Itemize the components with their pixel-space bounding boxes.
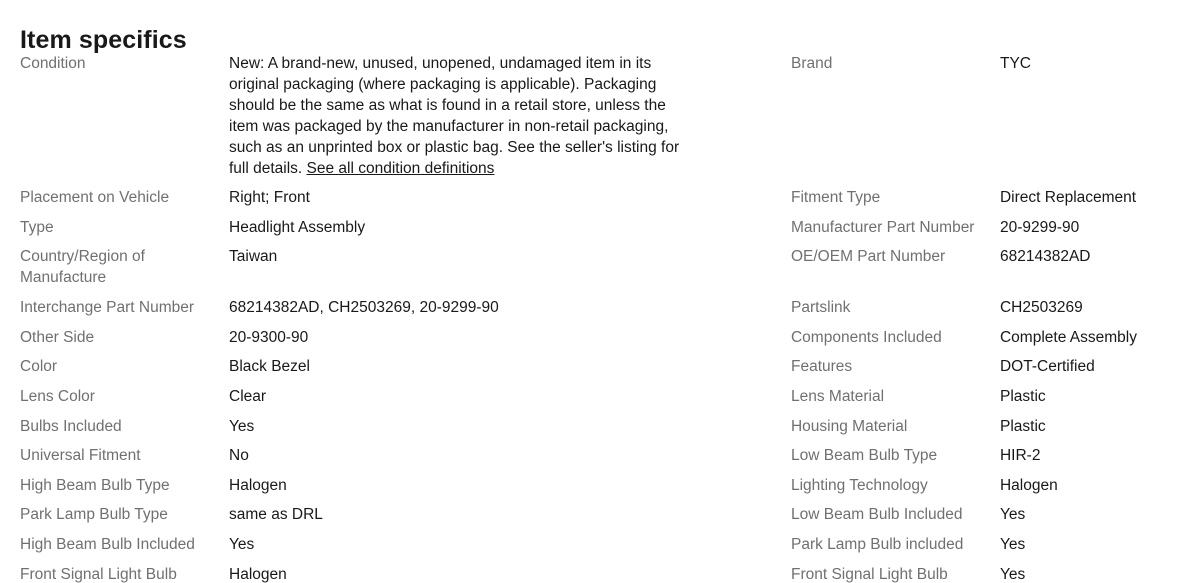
spec-row — [20, 504, 1170, 534]
spec-value: Right; Front — [229, 189, 310, 206]
spec-row — [20, 445, 1170, 475]
spec-label: Front Signal Light Bulb — [790, 565, 948, 583]
condition-definitions-link[interactable]: See all condition definitions — [306, 160, 495, 177]
spec-pair — [791, 217, 1170, 238]
spec-value: Complete Assembly — [999, 328, 1137, 346]
spec-label: Components Included — [790, 328, 942, 346]
condition-label: Condition — [20, 55, 86, 72]
spec-label: Type — [20, 218, 54, 236]
spec-value: Yes — [999, 535, 1026, 553]
spec-value: Taiwan — [229, 248, 278, 266]
spec-row — [20, 416, 1170, 446]
spec-row — [20, 187, 1170, 217]
spec-pair — [20, 564, 791, 583]
spec-label: Placement on Vehicle — [20, 189, 170, 206]
spec-label: Fitment Type — [790, 189, 881, 206]
spec-label: Lens Material — [790, 387, 885, 405]
spec-pair — [20, 445, 791, 466]
spec-pair — [791, 187, 1170, 208]
spec-pair — [20, 327, 791, 348]
spec-value: Plastic — [999, 387, 1046, 405]
spec-pair — [791, 386, 1170, 407]
spec-label: Bulbs Included — [20, 417, 122, 435]
spec-pair — [791, 445, 1170, 466]
spec-value: No — [229, 447, 249, 465]
spec-pair-brand — [791, 53, 1170, 74]
spec-pair — [20, 246, 791, 288]
spec-pair — [791, 475, 1170, 496]
spec-pair — [791, 297, 1170, 318]
spec-pair — [791, 504, 1170, 525]
spec-label: Interchange Part Number — [20, 299, 195, 317]
spec-pair — [20, 356, 791, 377]
spec-value: Direct Replacement — [999, 189, 1137, 206]
spec-label: Housing Material — [790, 417, 908, 435]
spec-pair — [791, 534, 1170, 555]
spec-value: CH2503269 — [999, 299, 1083, 317]
spec-row — [20, 386, 1170, 416]
spec-label: Partslink — [790, 299, 851, 317]
spec-row-condition — [20, 53, 1170, 187]
spec-value: 68214382AD — [999, 248, 1091, 266]
spec-pair — [791, 356, 1170, 377]
spec-value: Yes — [229, 417, 255, 435]
spec-row — [20, 475, 1170, 505]
spec-label: Color — [20, 358, 58, 376]
spec-value: DOT-Certified — [999, 358, 1095, 376]
spec-value: Yes — [999, 565, 1026, 583]
spec-label: Park Lamp Bulb Type — [20, 506, 168, 524]
spec-value: Yes — [229, 535, 255, 553]
spec-row — [20, 327, 1170, 357]
spec-value: Headlight Assembly — [229, 218, 366, 236]
spec-value: Black Bezel — [229, 358, 310, 376]
spec-pair — [20, 187, 791, 208]
spec-pair — [20, 475, 791, 496]
section-title: Item specifics — [20, 25, 187, 54]
spec-label: Features — [790, 358, 853, 376]
spec-value: 20-9300-90 — [229, 328, 309, 346]
spec-value: Halogen — [999, 476, 1058, 494]
spec-value: Plastic — [999, 417, 1046, 435]
spec-value: Halogen — [229, 565, 287, 583]
condition-value — [229, 53, 699, 179]
brand-value: TYC — [999, 55, 1031, 72]
spec-label: Lighting Technology — [790, 476, 928, 494]
spec-pair — [791, 246, 1170, 267]
condition-text: New: A brand-new, unused, unopened, undamaged item in its original packaging (where packaging is applicable). Packaging should be the same as what is found in a retail store, unless the item was packaged by the manufacturer in non-retail packaging, such as an unprinted box or plastic bag. See the seller's listing for full details. — [229, 55, 680, 177]
spec-pair — [791, 416, 1170, 437]
spec-value: Yes — [999, 506, 1026, 524]
spec-pair — [791, 564, 1170, 583]
spec-row — [20, 564, 1170, 583]
spec-label: Manufacturer Part Number — [790, 218, 975, 236]
spec-row — [20, 534, 1170, 564]
spec-label: Lens Color — [20, 387, 95, 405]
spec-pair — [20, 297, 791, 318]
spec-pair-condition — [20, 53, 791, 179]
spec-pair — [20, 386, 791, 407]
spec-label: Universal Fitment — [20, 447, 141, 465]
brand-label: Brand — [790, 55, 833, 72]
spec-pair — [20, 534, 791, 555]
spec-label: High Beam Bulb Type — [20, 476, 170, 494]
spec-label: Park Lamp Bulb included — [790, 535, 964, 553]
spec-label: Country/Region of Manufacture — [20, 248, 145, 287]
spec-label: High Beam Bulb Included — [20, 535, 195, 553]
spec-row — [20, 356, 1170, 386]
spec-value: Clear — [229, 387, 267, 405]
spec-pair — [20, 217, 791, 238]
spec-pair — [791, 327, 1170, 348]
spec-row — [20, 246, 1170, 297]
spec-value: HIR-2 — [999, 447, 1041, 465]
spec-row — [20, 297, 1170, 327]
spec-value: 68214382AD, CH2503269, 20-9299-90 — [229, 299, 499, 317]
spec-label: OE/OEM Part Number — [790, 248, 946, 266]
spec-label: Other Side — [20, 328, 95, 346]
spec-pair — [20, 416, 791, 437]
spec-value: same as DRL — [229, 506, 323, 524]
item-specifics-table — [20, 53, 1170, 583]
spec-value: 20-9299-90 — [999, 218, 1080, 236]
spec-label: Low Beam Bulb Type — [790, 447, 938, 465]
spec-pair — [20, 504, 791, 525]
spec-row — [20, 217, 1170, 247]
spec-label: Front Signal Light Bulb — [20, 565, 177, 583]
spec-value: Halogen — [229, 476, 287, 494]
spec-label: Low Beam Bulb Included — [790, 506, 963, 524]
